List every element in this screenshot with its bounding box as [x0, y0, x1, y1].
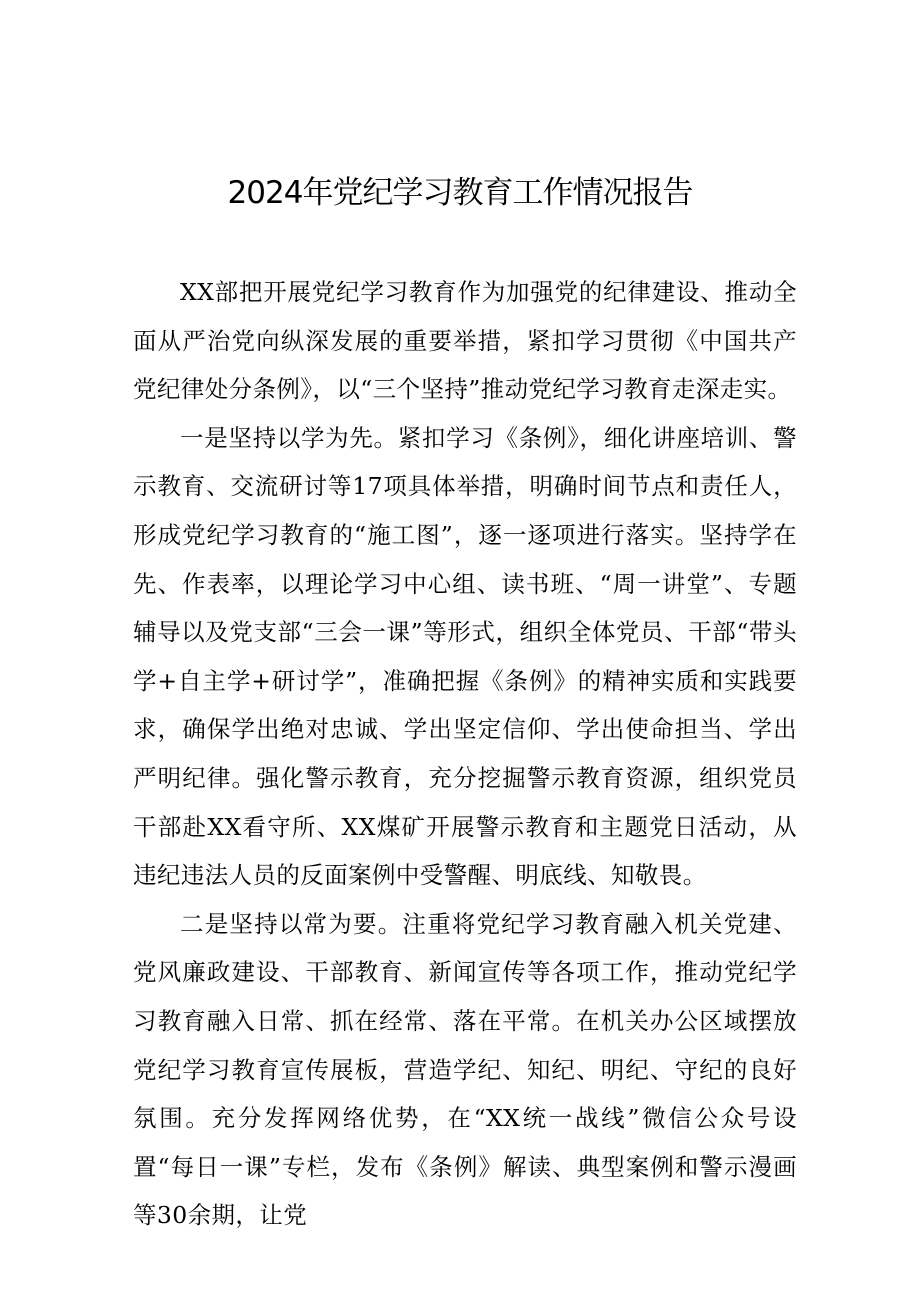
- document-body: [133, 268, 797, 1240]
- paragraph-point-one: 一是坚持以学为先。紧扣学习《条例》，细化讲座培训、警示教育、交流研讨等17项具体举措，明确时间节点和责任人，形成党纪学习教育的“施工图”，逐一逐项进行落实。坚持学在先、作表率，以理论学习中心组、读书班、“周一讲堂”、专题辅导以及党支部“三会一课”等形式，组织全体党员、干部“带头学+自主学+研讨学”，准确把握《条例》的精神实质和实践要求，确保学出绝对忠诚、学出坚定信仰、学出使命担当、学出严明纪律。强化警示教育，充分挖掘警示教育资源，组织党员干部赴XX看守所、XX煤矿开展警示教育和主题党日活动，从违纪违法人员的反面案例中受警醒、明底线、知敬畏。: [133, 423, 797, 890]
- document-title: 2024年党纪学习教育工作情况报告: [227, 175, 693, 211]
- paragraph-point-two: 二是坚持以常为要。注重将党纪学习教育融入机关党建、党风廉政建设、干部教育、新闻宣传等各项工作，推动党纪学习教育融入日常、抓在经常、落在平常。在机关办公区域摆放党纪学习教育宣传展板，营造学纪、知纪、明纪、守纪的良好氛围。充分发挥网络优势，在“XX统一战线”微信公众号设置“每日一课”专栏，发布《条例》解读、典型案例和警示漫画等30余期，让党: [133, 909, 797, 1230]
- paragraph-intro: XX部把开展党纪学习教育作为加强党的纪律建设、推动全面从严治党向纵深发展的重要举措，紧扣学习贯彻《中国共产党纪律处分条例》，以“三个坚持”推动党纪学习教育走深走实。: [133, 278, 797, 404]
